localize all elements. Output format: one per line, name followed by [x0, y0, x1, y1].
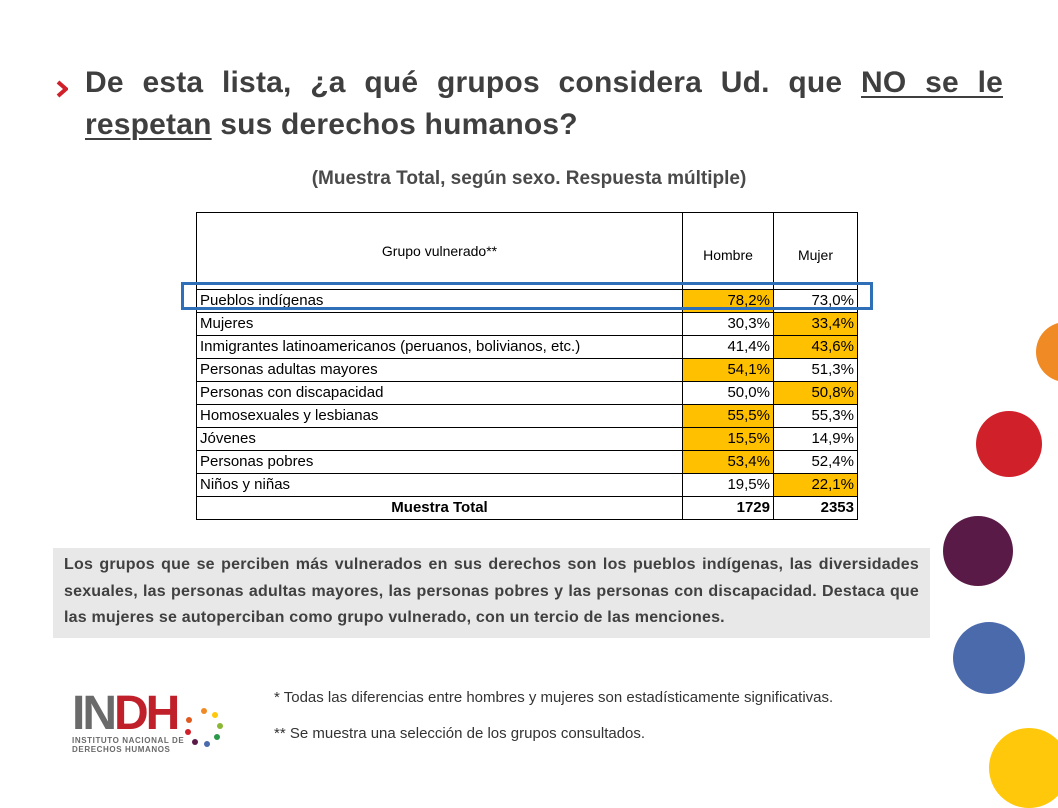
table-body — [197, 290, 858, 520]
hombre-cell: 78,2% — [683, 290, 774, 313]
table-row — [197, 382, 858, 405]
selected-row-outline — [181, 282, 873, 310]
group-cell: Personas adultas mayores — [197, 359, 683, 382]
chevron-bullet-icon — [56, 80, 68, 98]
results-table — [196, 212, 858, 520]
group-cell: Inmigrantes latinoamericanos (peruanos, bolivianos, etc.) — [197, 336, 683, 359]
logo-line2: DERECHOS HUMANOS — [72, 745, 171, 754]
mujer-cell: 50,8% — [774, 382, 858, 405]
hombre-cell: 50,0% — [683, 382, 774, 405]
decor-circle-blue — [953, 622, 1025, 694]
header-mujer: Mujer — [774, 213, 858, 290]
table-row — [197, 405, 858, 428]
mujer-cell: 52,4% — [774, 451, 858, 474]
group-cell: Personas con discapacidad — [197, 382, 683, 405]
group-cell: Mujeres — [197, 313, 683, 336]
table-header-row — [197, 213, 858, 290]
logo-wordmark: INDH — [72, 687, 178, 740]
footnote-significance: * Todas las diferencias entre hombres y mujeres son estadísticamente significativas. — [274, 689, 834, 706]
decor-circle-purple — [943, 516, 1013, 586]
title-part1: De esta lista, ¿a qué grupos considera Ud. que — [85, 66, 862, 99]
group-cell: Jóvenes — [197, 428, 683, 451]
logo-line1: INSTITUTO NACIONAL DE — [72, 736, 185, 745]
group-cell: Pueblos indígenas — [197, 290, 683, 313]
mujer-cell: 14,9% — [774, 428, 858, 451]
total-label-cell: Muestra Total — [197, 497, 683, 520]
hombre-cell: 19,5% — [683, 474, 774, 497]
group-cell: Niños y niñas — [197, 474, 683, 497]
decor-circle-yellow — [989, 728, 1058, 808]
mujer-cell: 33,4% — [774, 313, 858, 336]
mujer-cell: 73,0% — [774, 290, 858, 313]
table-row — [197, 336, 858, 359]
group-cell: Personas pobres — [197, 451, 683, 474]
logo-dots-icon — [182, 706, 226, 750]
hombre-cell: 54,1% — [683, 359, 774, 382]
subtitle: (Muestra Total, según sexo. Respuesta múltiple) — [311, 168, 747, 189]
header-group: Grupo vulnerado** — [197, 213, 683, 290]
decor-circle-orange — [1036, 322, 1058, 382]
title-part2: sus derechos humanos? — [211, 108, 578, 141]
table-row — [197, 428, 858, 451]
mujer-cell: 22,1% — [774, 474, 858, 497]
total-mujer-cell: 2353 — [774, 497, 858, 520]
header-hombre: Hombre — [683, 213, 774, 290]
group-cell: Homosexuales y lesbianas — [197, 405, 683, 428]
hombre-cell: 30,3% — [683, 313, 774, 336]
table-row — [197, 313, 858, 336]
total-hombre-cell: 1729 — [683, 497, 774, 520]
table-row — [197, 474, 858, 497]
mujer-cell: 43,6% — [774, 336, 858, 359]
hombre-cell: 15,5% — [683, 428, 774, 451]
summary-box: Los grupos que se perciben más vulnerados en sus derechos son los pueblos indígenas, las diversidades sexuales, las personas adultas mayores, las personas pobres y las personas con discapacidad. Destaca que las mujeres se autoperciban como grupo vulnerado, con un tercio de las menciones. — [53, 548, 930, 638]
mujer-cell: 55,3% — [774, 405, 858, 428]
hombre-cell: 55,5% — [683, 405, 774, 428]
footnote-selection: ** Se muestra una selección de los grupos consultados. — [274, 725, 646, 742]
table-row — [197, 451, 858, 474]
mujer-cell: 51,3% — [774, 359, 858, 382]
indh-logo — [72, 687, 185, 754]
slide-title — [85, 62, 1003, 146]
decor-circle-red — [976, 411, 1042, 477]
hombre-cell: 53,4% — [683, 451, 774, 474]
hombre-cell: 41,4% — [683, 336, 774, 359]
title-underlined: NO se le respetan — [85, 66, 1003, 141]
table-row — [197, 359, 858, 382]
table-total-row — [197, 497, 858, 520]
